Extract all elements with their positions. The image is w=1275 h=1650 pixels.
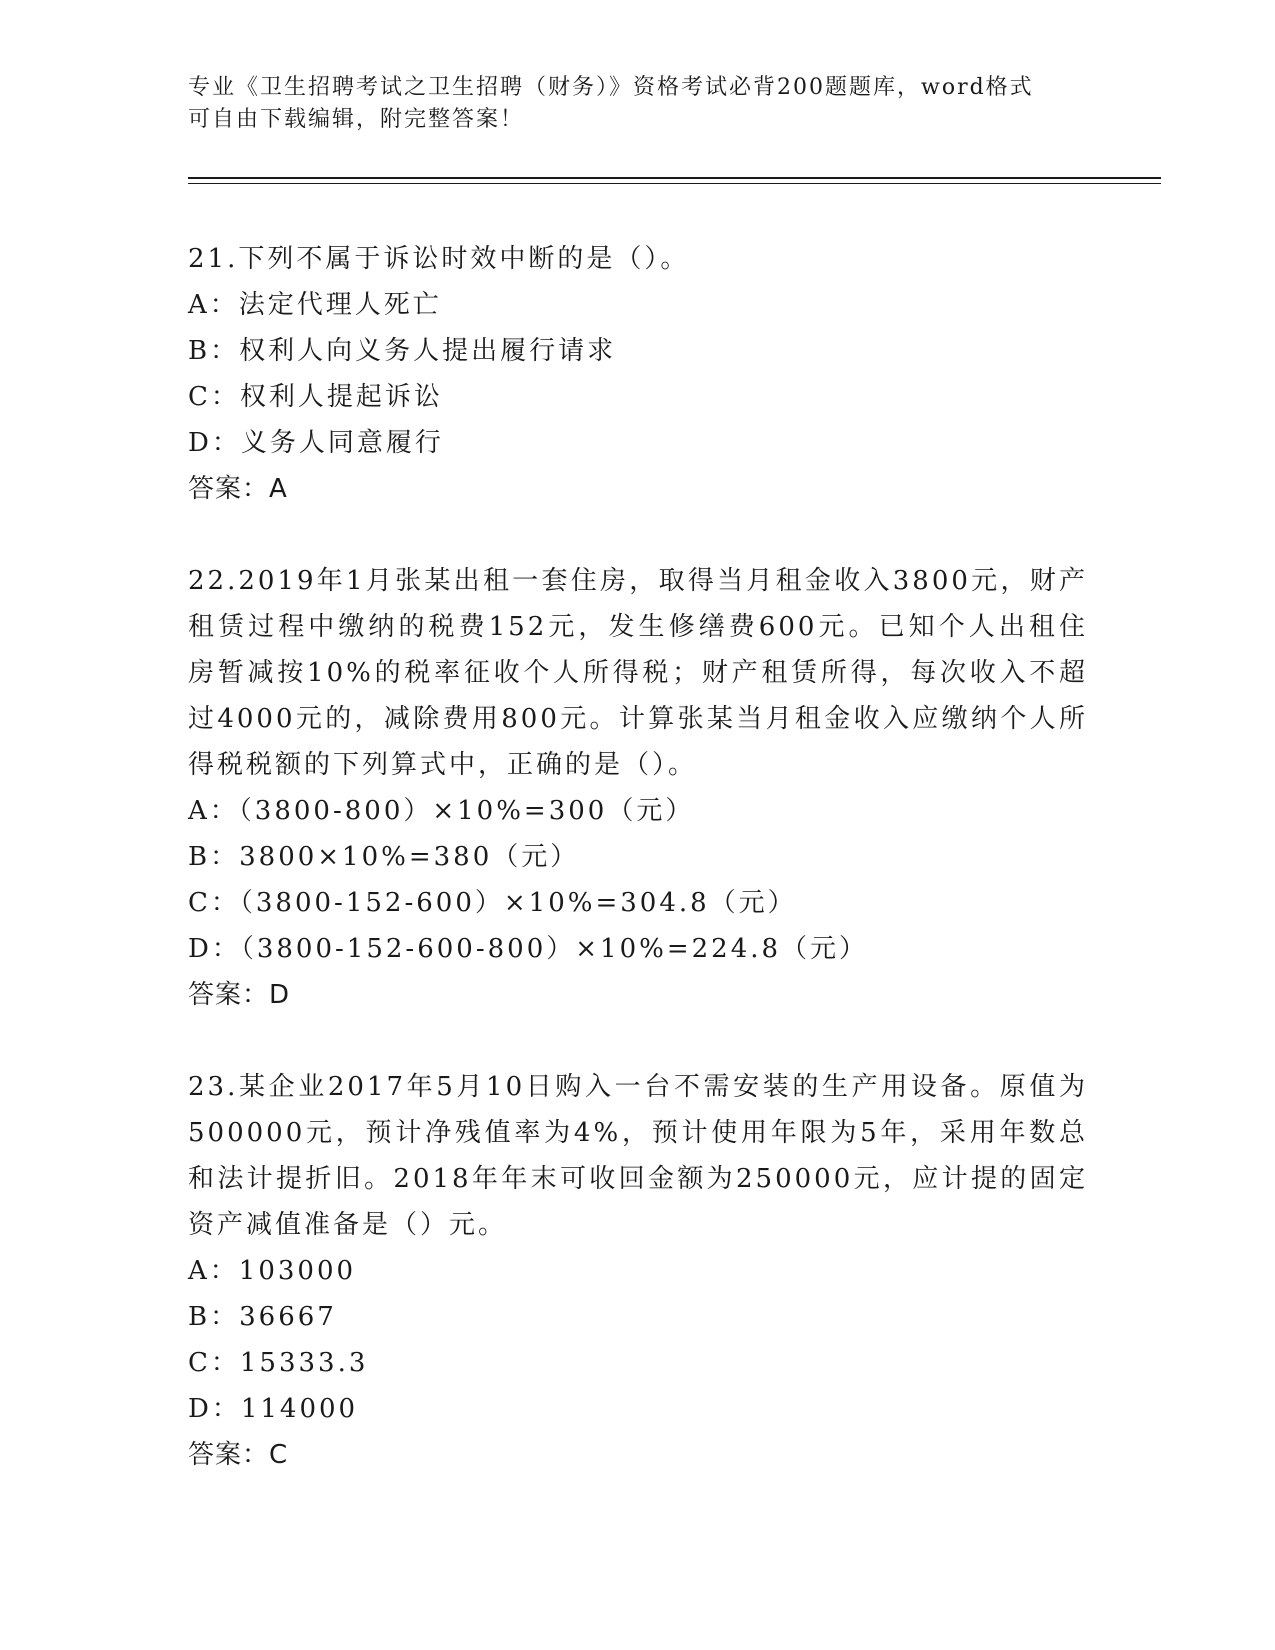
question-stem: 23.某企业2017年5月10日购入一台不需安装的生产用设备。原值为500000元，预计净残值率为4%，预计使用年限为5年，采用年数总和法计提折旧。2018年年末可收回金额为250000元，应计提的固定资产减值准备是（）元。 [188, 1072, 1088, 1240]
option-d: D：（3800-152-600-800）×10%=224.8（元） [188, 934, 869, 964]
question-22 [188, 558, 1088, 1018]
option-a: A：法定代理人死亡 [188, 290, 442, 320]
option-c: C：（3800-152-600）×10%=304.8（元） [188, 888, 797, 918]
question-stem: 21.下列不属于诉讼时效中断的是（）。 [188, 244, 690, 274]
document-header [188, 72, 1088, 136]
answer-line: 答案：D [188, 980, 291, 1010]
question-stem: 22.2019年1月张某出租一套住房，取得当月租金收入3800元，财产租赁过程中缴纳的税费152元，发生修缮费600元。已知个人出租住房暂减按10%的税率征收个人所得税；财产租赁所得，每次收入不超过4000元的，减除费用800元。计算张某当月租金收入应缴纳个人所得税税额的下列算式中，正确的是（）。 [188, 566, 1088, 780]
option-d: D：义务人同意履行 [188, 428, 444, 458]
answer-line: 答案：A [188, 474, 288, 504]
header-line-2: 可自由下载编辑，附完整答案！ [188, 107, 525, 132]
question-23 [188, 1064, 1088, 1478]
option-b: B：权利人向义务人提出履行请求 [188, 336, 617, 366]
option-c: C：15333.3 [188, 1348, 369, 1378]
header-divider-thin [188, 183, 1161, 184]
answer-line: 答案：C [188, 1440, 289, 1470]
question-list [188, 236, 1088, 1524]
option-b: B：3800×10%=380（元） [188, 842, 580, 872]
header-divider-thick [188, 177, 1161, 179]
option-b: B：36667 [188, 1302, 337, 1332]
option-a: A：（3800-800）×10%=300（元） [188, 796, 695, 826]
option-d: D：114000 [188, 1394, 359, 1424]
header-line-1: 专业《卫生招聘考试之卫生招聘（财务）》资格考试必背200题题库，word格式 [188, 75, 1034, 100]
option-a: A：103000 [188, 1256, 357, 1286]
question-21 [188, 236, 1088, 512]
option-c: C：权利人提起诉讼 [188, 382, 443, 412]
